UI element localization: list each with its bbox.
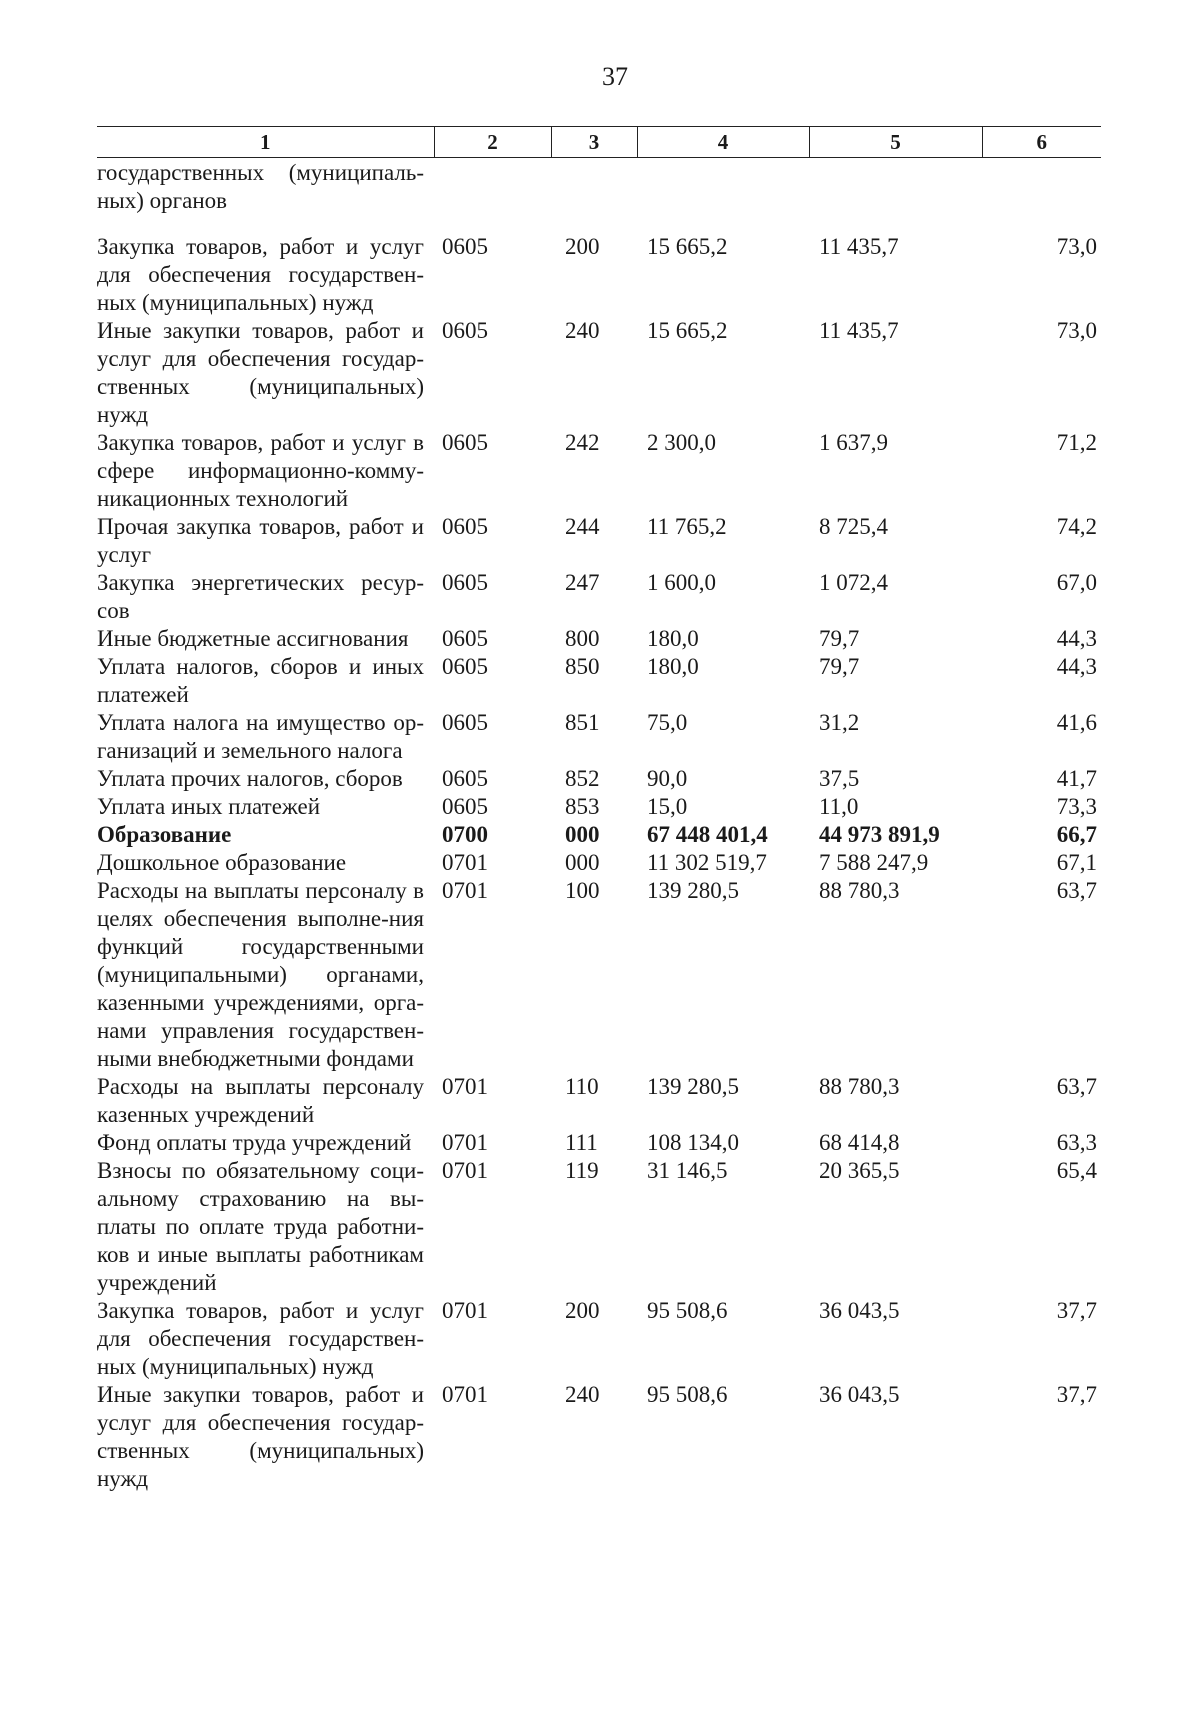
row-expense-type-cell: 242 bbox=[565, 430, 600, 455]
row-actual-amount-cell: 88 780,3 bbox=[819, 1074, 900, 1099]
table-row bbox=[97, 429, 1101, 513]
row-name-cell: Иные закупки товаров, работ и услуг для обеспечения государ-ственных (муниципальных) нужд bbox=[97, 318, 424, 427]
row-expense-type-cell: 247 bbox=[565, 570, 600, 595]
row-actual-amount-cell: 79,7 bbox=[819, 626, 860, 651]
row-section-code-cell: 0605 bbox=[442, 766, 488, 791]
row-actual-amount-cell: 7 588 247,9 bbox=[819, 850, 929, 875]
row-percent-cell: 67,1 bbox=[1056, 850, 1097, 875]
row-percent-cell: 65,4 bbox=[1056, 1158, 1097, 1183]
row-expense-type-cell: 119 bbox=[565, 1158, 599, 1183]
row-expense-type-cell: 000 bbox=[565, 850, 600, 875]
row-plan-amount-cell: 15,0 bbox=[647, 794, 688, 819]
table-row bbox=[97, 625, 1101, 653]
row-name-cell: Закупка товаров, работ и услуг для обеспечения государствен-ных (муниципальных) нужд bbox=[97, 234, 424, 315]
row-section-code-cell: 0701 bbox=[442, 1074, 488, 1099]
row-percent-cell: 66,7 bbox=[1056, 822, 1097, 847]
row-plan-amount-cell: 67 448 401,4 bbox=[647, 822, 768, 847]
table-row bbox=[97, 215, 1101, 317]
row-percent-cell: 71,2 bbox=[1056, 430, 1097, 455]
table-row bbox=[97, 1073, 1101, 1129]
row-actual-amount-cell: 79,7 bbox=[819, 654, 860, 679]
row-name-cell: Иные закупки товаров, работ и услуг для обеспечения государ-ственных (муниципальных) нужд bbox=[97, 1382, 424, 1491]
row-percent-cell: 63,7 bbox=[1056, 878, 1097, 903]
row-plan-amount-cell: 11 302 519,7 bbox=[647, 850, 767, 875]
row-plan-amount-cell: 1 600,0 bbox=[647, 570, 716, 595]
row-percent-cell: 41,6 bbox=[1056, 710, 1097, 735]
column-header-1: 1 bbox=[97, 127, 434, 158]
row-name-cell: Иные бюджетные ассигнования bbox=[97, 626, 409, 651]
row-actual-amount-cell: 1 637,9 bbox=[819, 430, 888, 455]
row-percent-cell: 41,7 bbox=[1056, 766, 1097, 791]
row-percent-cell: 63,7 bbox=[1056, 1074, 1097, 1099]
row-actual-amount-cell: 11 435,7 bbox=[819, 318, 899, 343]
row-section-code-cell: 0701 bbox=[442, 878, 488, 903]
row-section-code-cell: 0605 bbox=[442, 710, 488, 735]
row-section-code-cell: 0605 bbox=[442, 626, 488, 651]
row-section-code-cell: 0701 bbox=[442, 1158, 488, 1183]
row-name-cell: Закупка энергетических ресур-сов bbox=[97, 570, 424, 623]
row-expense-type-cell: 200 bbox=[565, 234, 600, 259]
row-name-cell: Расходы на выплаты персоналу казенных учреждений bbox=[97, 1074, 424, 1127]
row-plan-amount-cell: 15 665,2 bbox=[647, 318, 728, 343]
row-plan-amount-cell: 95 508,6 bbox=[647, 1298, 728, 1323]
row-expense-type-cell: 100 bbox=[565, 878, 600, 903]
row-name-cell: Закупка товаров, работ и услуг для обеспечения государствен-ных (муниципальных) нужд bbox=[97, 1298, 424, 1379]
row-plan-amount-cell bbox=[637, 158, 809, 216]
row-actual-amount-cell: 88 780,3 bbox=[819, 878, 900, 903]
column-header-3: 3 bbox=[551, 127, 637, 158]
row-expense-type-cell: 110 bbox=[565, 1074, 599, 1099]
row-expense-type-cell: 851 bbox=[565, 710, 600, 735]
row-percent-cell: 63,3 bbox=[1056, 1130, 1097, 1155]
row-section-code-cell: 0605 bbox=[442, 234, 488, 259]
row-name-cell: Фонд оплаты труда учреждений bbox=[97, 1130, 412, 1155]
row-plan-amount-cell: 11 765,2 bbox=[647, 514, 727, 539]
row-expense-type-cell: 244 bbox=[565, 514, 600, 539]
table-row bbox=[97, 793, 1101, 821]
row-expense-type-cell: 240 bbox=[565, 318, 600, 343]
page-number: 37 bbox=[602, 62, 628, 91]
table-row bbox=[97, 1129, 1101, 1157]
row-section-code-cell: 0605 bbox=[442, 430, 488, 455]
table-row bbox=[97, 317, 1101, 429]
row-expense-type-cell bbox=[551, 158, 637, 216]
row-actual-amount-cell bbox=[809, 158, 982, 216]
row-plan-amount-cell: 15 665,2 bbox=[647, 234, 728, 259]
row-plan-amount-cell: 139 280,5 bbox=[647, 1074, 739, 1099]
row-expense-type-cell: 800 bbox=[565, 626, 600, 651]
table-header-row bbox=[97, 127, 1101, 158]
row-plan-amount-cell: 95 508,6 bbox=[647, 1382, 728, 1407]
row-actual-amount-cell: 68 414,8 bbox=[819, 1130, 900, 1155]
row-expense-type-cell: 111 bbox=[565, 1130, 598, 1155]
row-name-cell: Уплата иных платежей bbox=[97, 794, 321, 819]
column-header-2: 2 bbox=[434, 127, 551, 158]
row-name-cell: Взносы по обязательному соци-альному страхованию на вы-платы по оплате труда работни-ков и иные выплаты работникам учреждений bbox=[97, 1158, 424, 1295]
row-expense-type-cell: 850 bbox=[565, 654, 600, 679]
row-section-code-cell: 0605 bbox=[442, 654, 488, 679]
row-plan-amount-cell: 90,0 bbox=[647, 766, 688, 791]
table-row bbox=[97, 513, 1101, 569]
row-percent-cell: 73,0 bbox=[1056, 318, 1097, 343]
row-expense-type-cell: 000 bbox=[565, 822, 600, 847]
table-row bbox=[97, 765, 1101, 793]
row-plan-amount-cell: 2 300,0 bbox=[647, 430, 716, 455]
row-expense-type-cell: 200 bbox=[565, 1298, 600, 1323]
table-row bbox=[97, 1297, 1101, 1381]
row-actual-amount-cell: 11 435,7 bbox=[819, 234, 899, 259]
table-row bbox=[97, 569, 1101, 625]
row-percent-cell: 73,0 bbox=[1056, 234, 1097, 259]
row-name-cell: Уплата налогов, сборов и иных платежей bbox=[97, 654, 424, 707]
row-plan-amount-cell: 31 146,5 bbox=[647, 1158, 728, 1183]
row-percent-cell: 37,7 bbox=[1056, 1382, 1097, 1407]
table-row bbox=[97, 1157, 1101, 1297]
row-name-cell: государственных (муниципаль-ных) органов bbox=[97, 160, 424, 213]
budget-table bbox=[97, 126, 1101, 1493]
row-actual-amount-cell: 20 365,5 bbox=[819, 1158, 900, 1183]
table-row bbox=[97, 1381, 1101, 1493]
row-section-code-cell: 0605 bbox=[442, 318, 488, 343]
row-name-cell: Дошкольное образование bbox=[97, 850, 347, 875]
table-row bbox=[97, 821, 1101, 849]
row-section-code-cell: 0605 bbox=[442, 514, 488, 539]
row-actual-amount-cell: 8 725,4 bbox=[819, 514, 888, 539]
column-header-6: 6 bbox=[982, 127, 1101, 158]
row-section-code-cell bbox=[434, 158, 551, 216]
row-expense-type-cell: 853 bbox=[565, 794, 600, 819]
table-row bbox=[97, 877, 1101, 1073]
row-name-cell: Расходы на выплаты персоналу в целях обеспечения выполне-ния функций государственными (муниципальными) органами, казенными учреждениями, орга-нами управления государствен-ными внебюджетными фондами bbox=[97, 878, 424, 1071]
row-section-code-cell: 0605 bbox=[442, 570, 488, 595]
row-percent-cell: 44,3 bbox=[1056, 626, 1097, 651]
table-row bbox=[97, 158, 1101, 216]
row-section-code-cell: 0701 bbox=[442, 850, 488, 875]
row-actual-amount-cell: 37,5 bbox=[819, 766, 860, 791]
table-row bbox=[97, 849, 1101, 877]
row-expense-type-cell: 240 bbox=[565, 1382, 600, 1407]
row-actual-amount-cell: 36 043,5 bbox=[819, 1298, 900, 1323]
row-section-code-cell: 0605 bbox=[442, 794, 488, 819]
row-percent-cell: 67,0 bbox=[1056, 570, 1097, 595]
table-body bbox=[97, 158, 1101, 1494]
row-plan-amount-cell: 108 134,0 bbox=[647, 1130, 739, 1155]
row-plan-amount-cell: 180,0 bbox=[647, 626, 699, 651]
row-actual-amount-cell: 36 043,5 bbox=[819, 1382, 900, 1407]
row-actual-amount-cell: 1 072,4 bbox=[819, 570, 888, 595]
column-header-5: 5 bbox=[809, 127, 982, 158]
row-plan-amount-cell: 139 280,5 bbox=[647, 878, 739, 903]
row-section-code-cell: 0701 bbox=[442, 1130, 488, 1155]
row-percent-cell: 74,2 bbox=[1056, 514, 1097, 539]
row-actual-amount-cell: 31,2 bbox=[819, 710, 860, 735]
row-section-code-cell: 0701 bbox=[442, 1382, 488, 1407]
row-percent-cell: 73,3 bbox=[1056, 794, 1097, 819]
row-section-code-cell: 0701 bbox=[442, 1298, 488, 1323]
row-section-code-cell: 0700 bbox=[442, 822, 488, 847]
row-name-cell: Уплата налога на имущество ор-ганизаций и земельного налога bbox=[97, 710, 424, 763]
column-header-4: 4 bbox=[637, 127, 809, 158]
row-actual-amount-cell: 44 973 891,9 bbox=[819, 822, 940, 847]
row-name-cell: Прочая закупка товаров, работ и услуг bbox=[97, 514, 424, 567]
table-row bbox=[97, 709, 1101, 765]
row-percent-cell bbox=[982, 158, 1101, 216]
row-plan-amount-cell: 180,0 bbox=[647, 654, 699, 679]
row-name-cell: Образование bbox=[97, 822, 232, 847]
row-actual-amount-cell: 11,0 bbox=[819, 794, 859, 819]
row-plan-amount-cell: 75,0 bbox=[647, 710, 688, 735]
table-row bbox=[97, 653, 1101, 709]
row-name-cell: Уплата прочих налогов, сборов bbox=[97, 766, 403, 791]
row-percent-cell: 44,3 bbox=[1056, 654, 1097, 679]
row-name-cell: Закупка товаров, работ и услуг в сфере информационно-комму-никационных технологий bbox=[97, 430, 424, 511]
row-expense-type-cell: 852 bbox=[565, 766, 600, 791]
row-percent-cell: 37,7 bbox=[1056, 1298, 1097, 1323]
